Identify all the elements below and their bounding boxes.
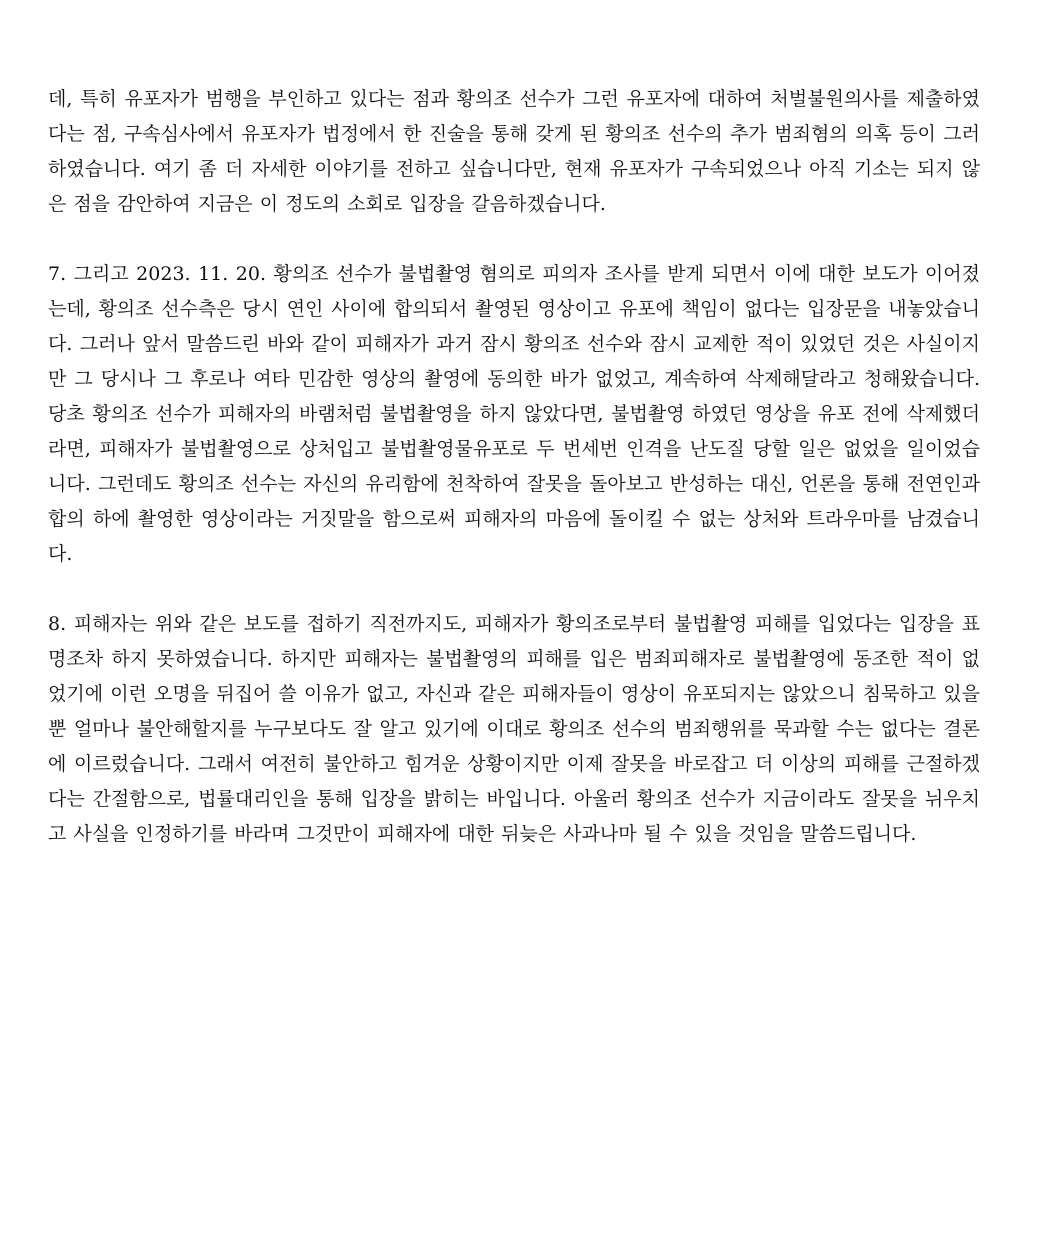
paragraph-continued: 데, 특히 유포자가 범행을 부인하고 있다는 점과 황의조 선수가 그런 유포자에 대하여 처벌불원의사를 제출하였다는 점, 구속심사에서 유포자가 법정에서 한 진술을 통해 갖게 된 황의조 선수의 추가 범죄혐의 의혹 등이 그러하였습니다. 여기 좀 더 자세한 이야기를 전하고 싶습니다만, 현재 유포자가 구속되었으나 아직 기소는 되지 않은 점을 감안하여 지금은 이 정도의 소회로 입장을 갈음하겠습니다. (48, 88, 980, 215)
paragraph-8: 8. 피해자는 위와 같은 보도를 접하기 직전까지도, 피해자가 황의조로부터 불법촬영 피해를 입었다는 입장을 표명조차 하지 못하였습니다. 하지만 피해자는 불법촬영의 피해를 입은 범죄피해자로 불법촬영에 동조한 적이 없었기에 이런 오명을 뒤집어 쓸 이유가 없고, 자신과 같은 피해자들이 영상이 유포되지는 않았으니 침묵하고 있을 뿐 얼마나 불안해할지를 누구보다도 잘 알고 있기에 이대로 황의조 선수의 범죄행위를 묵과할 수는 없다는 결론에 이르렀습니다. 그래서 여전히 불안하고 힘겨운 상황이지만 이제 잘못을 바로잡고 더 이상의 피해를 근절하겠다는 간절함으로, 법률대리인을 통해 입장을 밝히는 바입니다. 아울러 황의조 선수가 지금이라도 잘못을 뉘우치고 사실을 인정하기를 바라며 그것만이 피해자에 대한 뒤늦은 사과나마 될 수 있을 것임을 말씀드립니다. (48, 613, 980, 845)
document-page (48, 82, 980, 852)
paragraph-7: 7. 그리고 2023. 11. 20. 황의조 선수가 불법촬영 혐의로 피의자 조사를 받게 되면서 이에 대한 보도가 이어졌는데, 황의조 선수측은 당시 연인 사이에 합의되서 촬영된 영상이고 유포에 책임이 없다는 입장문을 내놓았습니다. 그러나 앞서 말씀드린 바와 같이 피해자가 과거 잠시 황의조 선수와 잠시 교제한 적이 있었던 것은 사실이지만 그 당시나 그 후로나 여타 민감한 영상의 촬영에 동의한 바가 없었고, 계속하여 삭제해달라고 청해왔습니다. 당초 황의조 선수가 피해자의 바램처럼 불법촬영을 하지 않았다면, 불법촬영 하였던 영상을 유포 전에 삭제했더라면, 피해자가 불법촬영으로 상처입고 불법촬영물유포로 두 번세번 인격을 난도질 당할 일은 없었을 일이었습니다. 그런데도 황의조 선수는 자신의 유리함에 천착하여 잘못을 돌아보고 반성하는 대신, 언론을 통해 전연인과 합의 하에 촬영한 영상이라는 거짓말을 함으로써 피해자의 마음에 돌이킬 수 없는 상처와 트라우마를 남겼습니다. (48, 263, 980, 565)
